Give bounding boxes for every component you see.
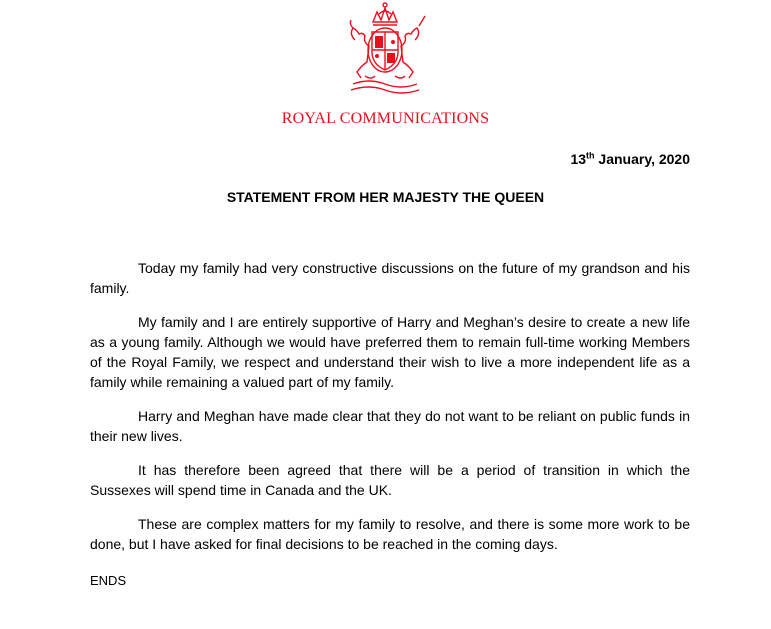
paragraph: These are complex matters for my family to resolve, and there is some more work to be done, but I have asked for final decisions to be reached in the coming days. (90, 516, 690, 552)
paragraph: Harry and Meghan have made clear that they do not want to be reliant on public funds in their new lives. (90, 408, 690, 444)
paragraph: Today my family had very constructive discussions on the future of my grandson and his family. (90, 260, 690, 296)
statement-date (570, 151, 690, 167)
paragraph: My family and I are entirely supportive of Harry and Meghan’s desire to create a new life as a young family. Although we would have preferred them to remain full-time working Members of the Royal Family, we respect and understand their wish to live a more independent life as a family while remaining a valued part of my family. (90, 314, 690, 390)
paragraph: It has therefore been agreed that there will be a period of transition in which the Sussexes will spend time in Canada and the UK. (90, 462, 690, 498)
statement-body (90, 258, 690, 568)
royal-coat-of-arms-icon (335, 0, 435, 100)
date-day: 13 (570, 151, 587, 167)
statement-title: STATEMENT FROM HER MAJESTY THE QUEEN (226, 189, 545, 205)
royal-communications-masthead: ROYAL COMMUNICATIONS (281, 110, 490, 127)
date-ordinal: th (586, 150, 595, 161)
date-month-year: January, 2020 (598, 151, 690, 167)
ends-marker: ENDS (90, 573, 127, 588)
